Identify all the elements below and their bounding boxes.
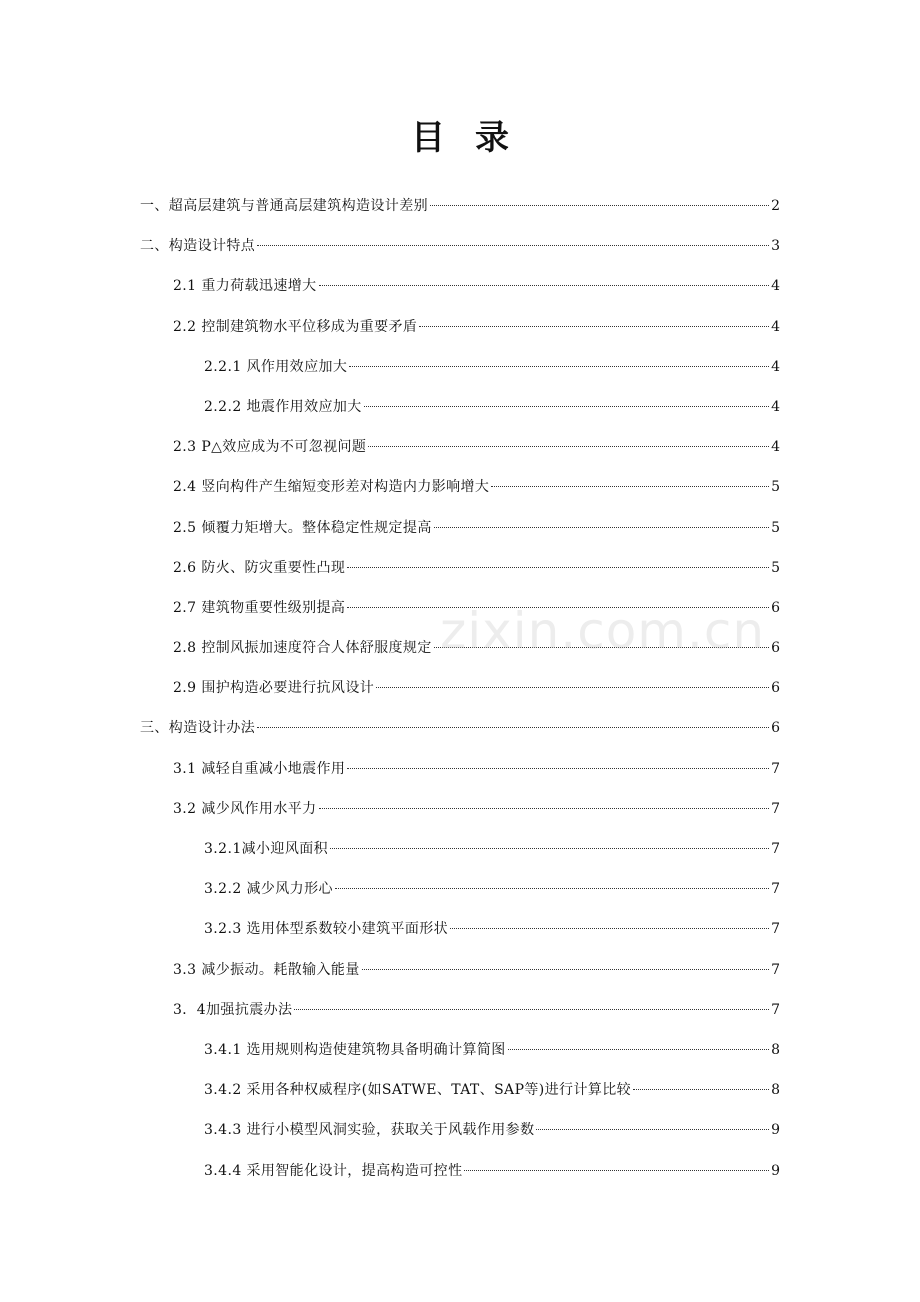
- toc-entry[interactable]: [140, 829, 780, 869]
- toc-entry[interactable]: [140, 869, 780, 909]
- toc-entry-page-number: 4: [771, 439, 780, 456]
- toc-entry[interactable]: [140, 990, 780, 1030]
- dot-leader: [257, 726, 769, 728]
- toc-entry-page-number: 9: [771, 1122, 780, 1139]
- toc-entry-label: 2.8 控制风振加速度符合人体舒服度规定: [173, 640, 432, 657]
- dot-leader: [508, 1048, 769, 1050]
- dot-leader: [434, 526, 769, 528]
- toc-entry-page-number: 7: [771, 760, 780, 777]
- dot-leader: [362, 968, 769, 970]
- toc-entry-label: 3.1 减轻自重减小地震作用: [173, 760, 346, 777]
- dot-leader: [419, 325, 769, 327]
- dot-leader: [368, 445, 769, 447]
- toc-entry-label: 3.4.4 采用智能化设计，提高构造可控性: [204, 1162, 463, 1179]
- toc-entry-label: 3.2.1减小迎风面积: [204, 841, 329, 857]
- toc-entry-page-number: 5: [771, 519, 780, 536]
- dot-leader: [464, 1169, 769, 1171]
- toc-entry-page-number: 5: [771, 479, 780, 496]
- dot-leader: [347, 566, 769, 568]
- toc-entry-page-number: 9: [771, 1162, 780, 1179]
- dot-leader: [330, 847, 769, 849]
- toc-entry[interactable]: [140, 467, 780, 507]
- toc-entry-label: 3.2 减少风作用水平力: [173, 800, 317, 817]
- toc-entry-page-number: 7: [771, 1001, 780, 1018]
- toc-entry-label: 2.2.2 地震作用效应加大: [204, 398, 362, 415]
- toc-entry-page-number: 4: [771, 318, 780, 335]
- toc-entry[interactable]: [140, 427, 780, 467]
- toc-entry[interactable]: [140, 307, 780, 347]
- toc-entry[interactable]: [140, 950, 780, 990]
- dot-leader: [491, 485, 769, 487]
- toc-entry-label: 3.4.2 采用各种权威程序(如SATWE、TAT、SAP等)进行计算比较: [204, 1082, 632, 1099]
- toc-entry[interactable]: [140, 387, 780, 427]
- toc-entry-page-number: 4: [771, 358, 780, 375]
- toc-entry-label: 2.7 建筑物重要性级别提高: [173, 599, 346, 616]
- toc-entry-page-number: 7: [771, 961, 780, 978]
- dot-leader: [536, 1128, 769, 1130]
- toc-entry-label: 2.3 P△效应成为不可忽视问题: [173, 439, 367, 456]
- dot-leader: [294, 1008, 769, 1010]
- toc-entry-page-number: 6: [771, 680, 780, 697]
- dot-leader: [347, 767, 769, 769]
- toc-entry[interactable]: [140, 226, 780, 266]
- toc-entry-label: 3．4加强抗震办法: [173, 1001, 293, 1018]
- toc-entry-page-number: 8: [771, 1082, 780, 1099]
- toc-entry[interactable]: [140, 588, 780, 628]
- toc-entry-page-number: 6: [771, 599, 780, 616]
- toc-entry-label: 3.4.1 选用规则构造使建筑物具备明确计算简图: [204, 1041, 506, 1058]
- toc-entry-label: 一、超高层建筑与普通高层建筑构造设计差别: [140, 198, 428, 214]
- dot-leader: [319, 284, 770, 286]
- toc-entry[interactable]: [140, 1151, 780, 1191]
- toc-entry-label: 3.4.3 进行小模型风洞实验，获取关于风载作用参数: [204, 1122, 535, 1139]
- dot-leader: [364, 405, 769, 407]
- toc-entry-label: 2.4 竖向构件产生缩短变形差对构造内力影响增大: [173, 479, 490, 496]
- toc-entry-page-number: 8: [771, 1041, 780, 1058]
- dot-leader: [319, 807, 770, 809]
- toc-entry-label: 3.2.2 减少风力形心: [204, 881, 333, 898]
- dot-leader: [434, 646, 769, 648]
- dot-leader: [633, 1088, 769, 1090]
- dot-leader: [349, 365, 769, 367]
- watermark: zixin.com.cn: [440, 602, 766, 660]
- toc-entry-label: 3.3 减少振动。耗散输入能量: [173, 961, 360, 978]
- toc-entry-page-number: 2: [771, 198, 780, 214]
- toc-entry-label: 3.2.3 选用体型系数较小建筑平面形状: [204, 921, 449, 938]
- toc-entry[interactable]: [140, 508, 780, 548]
- toc-entry-page-number: 7: [771, 881, 780, 898]
- toc-entry-label: 2.9 围护构造必要进行抗风设计: [173, 680, 375, 697]
- toc-entry-page-number: 3: [771, 238, 780, 255]
- table-of-contents: [140, 186, 780, 1191]
- dot-leader: [430, 204, 769, 206]
- toc-entry[interactable]: [140, 628, 780, 668]
- dot-leader: [335, 887, 769, 889]
- dot-leader: [347, 606, 769, 608]
- toc-entry[interactable]: [140, 1110, 780, 1150]
- page-title: 目录: [411, 118, 539, 158]
- toc-entry[interactable]: [140, 789, 780, 829]
- toc-entry-label: 2.6 防火、防灾重要性凸现: [173, 559, 346, 576]
- toc-entry-page-number: 6: [771, 640, 780, 657]
- dot-leader: [376, 686, 769, 688]
- toc-entry-page-number: 5: [771, 559, 780, 576]
- toc-entry[interactable]: [140, 548, 780, 588]
- toc-entry-page-number: 7: [771, 800, 780, 817]
- toc-entry[interactable]: [140, 749, 780, 789]
- toc-entry[interactable]: [140, 266, 780, 306]
- toc-entry[interactable]: [140, 347, 780, 387]
- toc-entry[interactable]: [140, 1030, 780, 1070]
- toc-entry-page-number: 4: [771, 278, 780, 295]
- toc-entry-page-number: 6: [771, 720, 780, 737]
- toc-entry-label: 2.2 控制建筑物水平位移成为重要矛盾: [173, 318, 418, 335]
- toc-entry[interactable]: [140, 909, 780, 949]
- toc-entry[interactable]: [140, 186, 780, 226]
- toc-entry-label: 2.1 重力荷载迅速增大: [173, 278, 317, 295]
- toc-entry-label: 二、构造设计特点: [140, 238, 256, 255]
- dot-leader: [450, 927, 769, 929]
- dot-leader: [257, 244, 769, 246]
- toc-entry-page-number: 7: [771, 841, 780, 857]
- toc-entry-label: 2.5 倾覆力矩增大。整体稳定性规定提高: [173, 519, 432, 536]
- toc-entry-label: 2.2.1 风作用效应加大: [204, 358, 348, 375]
- toc-entry[interactable]: [140, 1070, 780, 1110]
- toc-entry[interactable]: [140, 668, 780, 708]
- toc-entry[interactable]: [140, 708, 780, 748]
- toc-entry-label: 三、构造设计办法: [140, 720, 256, 737]
- toc-entry-page-number: 7: [771, 921, 780, 938]
- toc-entry-page-number: 4: [771, 398, 780, 415]
